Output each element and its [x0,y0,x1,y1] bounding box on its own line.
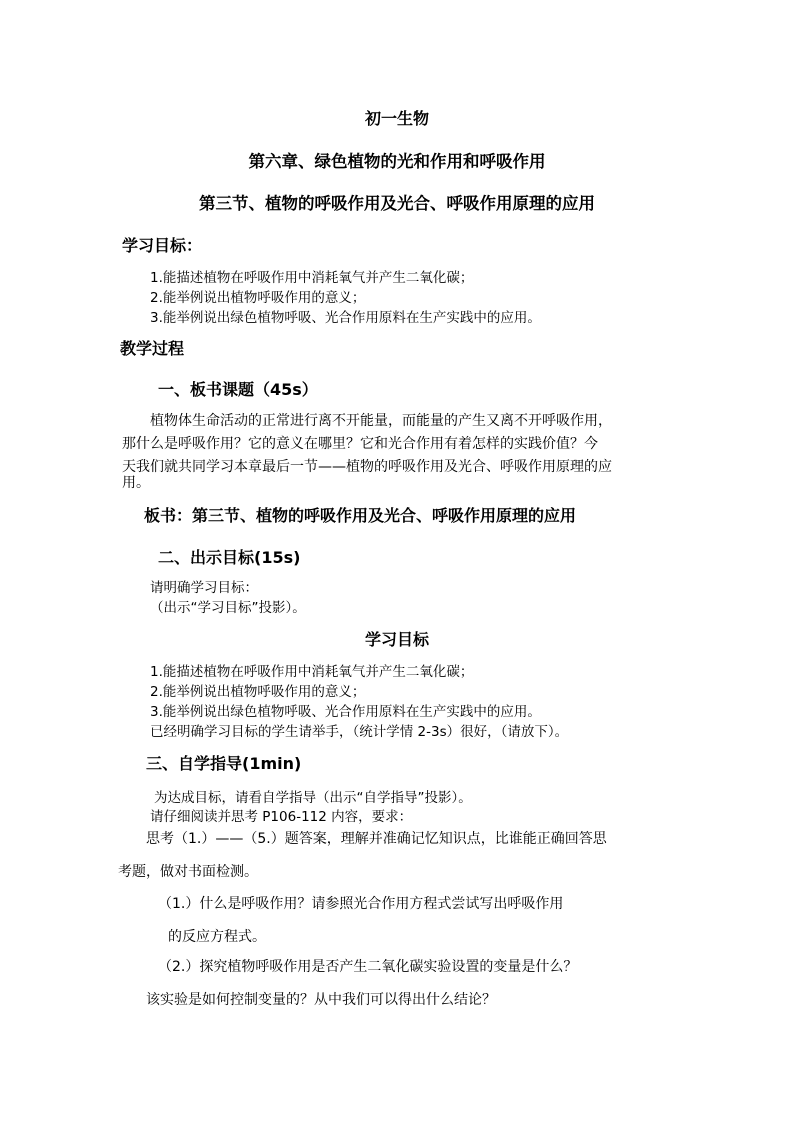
part3-heading: 三、自学指导(1min) [146,754,302,773]
part3-line-2: 请仔细阅读并思考 P106-112 内容，要求： [150,809,413,825]
question-2-line-2: 该实验是如何控制变量的？从中我们可以得出什么结论？ [146,992,496,1008]
part1-line-1: 植物体生命活动的正常进行离不开能量，而能量的产生又离不开呼吸作用， [150,413,612,429]
objectives-heading: 学习目标： [122,236,203,255]
question-1-line-1: （1.）什么是呼吸作用？请参照光合作用方程式尝试写出呼吸作用 [158,896,564,912]
part2-line-1: 请明确学习目标： [150,580,258,596]
part2-objective-1: 1.能描述植物在呼吸作用中消耗氧气并产生二氧化碳； [150,664,474,680]
part2-heading: 二、出示目标(15s) [158,548,301,567]
part1-line-3: 天我们就共同学习本章最后一节——植物的呼吸作用及光合、呼吸作用原理的应 [122,459,612,475]
think-line-2: 考题，做对书面检测。 [118,864,258,880]
part2-line-2: （出示“学习目标”投影）。 [150,600,306,616]
part2-objectives-title: 学习目标 [364,630,429,649]
objective-item-3: 3.能举例说出绿色植物呼吸、光合作用原料在生产实践中的应用。 [150,310,541,326]
board-title: 板书：第三节、植物的呼吸作用及光合、呼吸作用原理的应用 [144,506,577,525]
part2-closing: 已经明确学习目标的学生请举手，（统计学情 2-3s）很好，（请放下）。 [150,724,569,740]
part3-line-1: 为达成目标，请看自学指导（出示“自学指导”投影）。 [154,790,472,806]
think-line-1: 思考（1.）——（5.）题答案，理解并准确记忆知识点，比谁能正确回答思 [146,831,607,847]
part1-heading: 一、板书课题（45s） [158,380,318,399]
part2-objective-2: 2.能举例说出植物呼吸作用的意义； [150,684,366,700]
question-2-line-1: （2.）探究植物呼吸作用是否产生二氧化碳实验设置的变量是什么？ [158,959,578,975]
part1-line-4: 用。 [122,475,150,491]
objective-item-2: 2.能举例说出植物呼吸作用的意义； [150,290,366,306]
process-heading: 教学过程 [120,339,185,358]
subject-title: 初一生物 [364,109,429,128]
question-1-line-2: 的反应方程式。 [168,929,266,945]
part1-line-2: 那什么是呼吸作用？它的意义在哪里？它和光合作用有着怎样的实践价值？今 [122,436,598,452]
section-title: 第三节、植物的呼吸作用及光合、呼吸作用原理的应用 [199,194,595,213]
chapter-title: 第六章、绿色植物的光和作用和呼吸作用 [248,152,546,171]
part2-objective-3: 3.能举例说出绿色植物呼吸、光合作用原料在生产实践中的应用。 [150,704,541,720]
objective-item-1: 1.能描述植物在呼吸作用中消耗氧气并产生二氧化碳； [150,270,474,286]
